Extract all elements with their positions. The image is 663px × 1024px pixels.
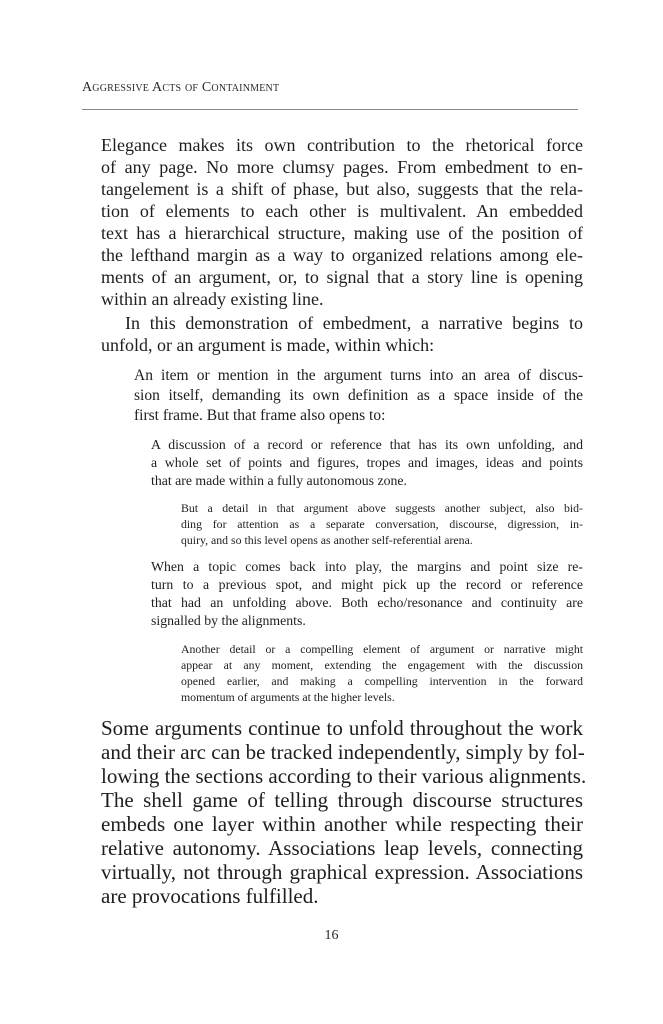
text-line: turn to a previous spot, and might pick up the record or reference	[151, 577, 583, 592]
text-line: are provocations fulfilled.	[101, 884, 319, 908]
text-line: But a detail in that argument above suggests another subject, also bid-	[181, 501, 583, 515]
paragraph-elegance	[101, 134, 583, 310]
text-line: text has a hierarchical structure, making use of the position of	[101, 223, 583, 243]
text-line: opened earlier, and making a compelling intervention in the forward	[181, 674, 583, 688]
header-rule	[82, 109, 578, 110]
text-line: and their arc can be tracked independently, simply by fol-	[101, 740, 585, 764]
embedded-level-3	[181, 500, 583, 548]
text-line: When a topic comes back into play, the margins and point size re-	[151, 559, 583, 574]
text-line: unfold, or an argument is made, within which:	[101, 335, 435, 355]
text-line: Elegance makes its own contribution to the rhetorical force	[101, 135, 583, 155]
text-line: of any page. No more clumsy pages. From embedment to en-	[101, 157, 583, 177]
text-line: lowing the sections according to their various alignments.	[101, 764, 587, 788]
running-head: Aggressive Acts of Containment	[82, 80, 280, 95]
embedded-level-2	[151, 436, 583, 490]
text-line: A discussion of a record or reference that has its own unfolding, and	[151, 437, 583, 452]
text-line: that are made within a fully autonomous zone.	[151, 473, 407, 488]
text-line: within an already existing line.	[101, 289, 324, 309]
text-line: In this demonstration of embedment, a narrative begins to	[125, 313, 583, 333]
text-line: a whole set of points and figures, tropes and images, ideas and points	[151, 455, 583, 470]
embedded-level-1	[134, 366, 583, 426]
text-line: sion itself, demanding its own definition as a space inside of the	[134, 387, 583, 404]
text-line: signalled by the alignments.	[151, 613, 306, 628]
text-line: appear at any moment, extending the engagement with the discussion	[181, 658, 583, 672]
paragraph-demonstration	[101, 312, 583, 356]
text-line: Another detail or a compelling element of argument or narrative might	[181, 642, 583, 656]
text-line: the lefthand margin as a way to organized relations among ele-	[101, 245, 583, 265]
text-line: Some arguments continue to unfold throughout the work	[101, 716, 583, 740]
text-line: virtually, not through graphical expression. Associations	[101, 860, 583, 884]
text-line: that had an unfolding above. Both echo/resonance and continuity are	[151, 595, 583, 610]
text-line: first frame. But that frame also opens to:	[134, 407, 386, 424]
text-line: An item or mention in the argument turns into an area of discus-	[134, 367, 583, 384]
embedded-level-3-return	[181, 641, 583, 705]
text-line: The shell game of telling through discourse structures	[101, 788, 583, 812]
embedded-level-2-return	[151, 558, 583, 630]
page-number: 16	[324, 928, 339, 943]
text-line: quiry, and so this level opens as another self-referential arena.	[181, 533, 473, 547]
text-line: momentum of arguments at the higher levels.	[181, 690, 395, 704]
text-line: embeds one layer within another while respecting their	[101, 812, 583, 836]
text-line: ments of an argument, or, to signal that a story line is opening	[101, 267, 583, 287]
text-line: relative autonomy. Associations leap levels, connecting	[101, 836, 583, 860]
text-line: tion of elements to each other is multivalent. An embedded	[101, 201, 583, 221]
paragraph-conclusion	[101, 716, 587, 908]
text-line: tangelement is a shift of phase, but also, suggests that the rela-	[101, 179, 583, 199]
text-line: ding for attention as a separate conversation, discourse, digression, in-	[181, 517, 583, 531]
